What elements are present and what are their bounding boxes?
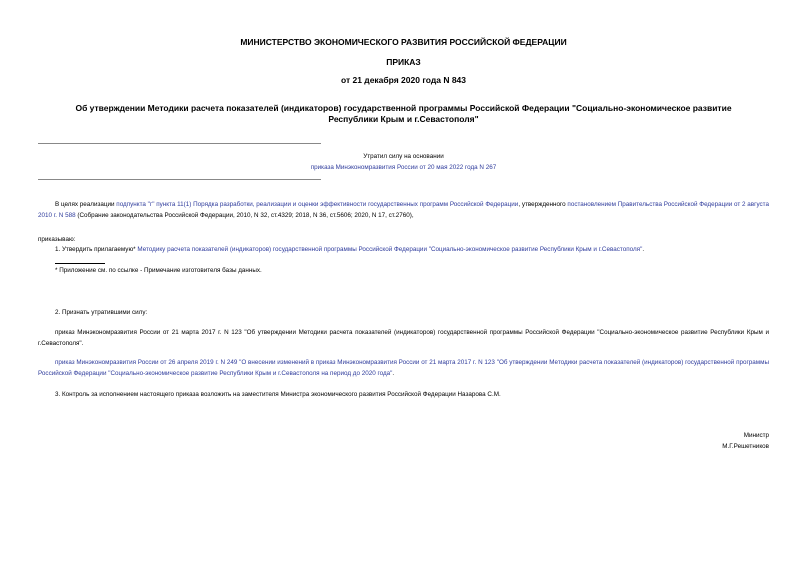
- document-title-line2: Республики Крым и г.Севастополя": [328, 114, 479, 124]
- status-link[interactable]: приказа Минэкономразвития России от 20 мая 2022 года N 267: [310, 164, 497, 171]
- repeal-2: [38, 357, 769, 379]
- repeal-1: приказ Минэкономразвития России от 21 марта 2017 г. N 123 "Об утверждении Методики расчета показателей (индикаторов) государственной программы Российской Федерации "Социально-экономическое развитие Республики Крым и г.Севастополя".: [38, 329, 769, 347]
- item-1-link[interactable]: Методику расчета показателей (индикаторов) государственной программы Российской Федерации "Социально-экономическое развитие Республики Крым и г.Севастополя": [137, 246, 643, 253]
- repeal-2-link[interactable]: приказ Минэкономразвития России от 26 апреля 2019 г. N 249 "О внесении изменений в приказ Минэкономразвития России от 21 марта 2017 г. N 123 "Об утверждении Методики расчета показателей (индикаторов) государственной программы Российской Федерации "Социально-экономическое развитие Республики Крым и г.Севастополя на период до 2020 года": [38, 359, 769, 377]
- signature-block: [722, 430, 769, 452]
- order-word: приказываю:: [38, 236, 76, 243]
- footnote: * Приложение см. по ссылке - Примечание изготовителя базы данных.: [55, 267, 262, 274]
- divider-top: [38, 143, 321, 144]
- item-1-prefix: 1. Утвердить прилагаемую*: [55, 246, 138, 253]
- preamble-text-2: , утвержденного: [518, 201, 568, 208]
- signature-position: Министр: [743, 432, 769, 439]
- document-title-line1: Об утверждении Методики расчета показателей (индикаторов) государственной программы Российской Федерации "Социально-экономическое развитие: [75, 103, 732, 113]
- item-3: 3. Контроль за исполнением настоящего приказа возложить на заместителя Министра экономического развития Российской Федерации Назарова С.М.: [55, 391, 501, 398]
- item-1: [55, 244, 769, 255]
- document-title: [0, 103, 807, 125]
- doc-type-heading: ПРИКАЗ: [386, 57, 421, 67]
- ministry-heading: МИНИСТЕРСТВО ЭКОНОМИЧЕСКОГО РАЗВИТИЯ РОССИЙСКОЙ ФЕДЕРАЦИИ: [240, 37, 567, 47]
- item-2: 2. Признать утратившими силу:: [55, 309, 148, 316]
- preamble-paragraph: [38, 199, 769, 221]
- preamble-link-1[interactable]: подпункта "г" пункта 11(1) Порядка разработки, реализации и оценки эффективности государственных программ Российской Федерации: [116, 201, 519, 208]
- preamble-link-2[interactable]: постановлением Правительства Российской Федерации от 2 августа 2010 г. N 588: [38, 201, 769, 219]
- date-number-heading: от 21 декабря 2020 года N 843: [340, 75, 467, 85]
- item-1-suffix: .: [642, 246, 645, 253]
- footnote-rule: [55, 263, 105, 264]
- divider-bottom: [38, 179, 321, 180]
- status-line1: Утратил силу на основании: [363, 153, 444, 160]
- repeal-2-suffix: .: [392, 370, 395, 377]
- signature-name: М.Г.Решетников: [722, 443, 769, 450]
- preamble-text-1: В целях реализации: [55, 201, 117, 208]
- status-note: [38, 151, 769, 173]
- preamble-text-3: (Собрание законодательства Российской Федерации, 2010, N 32, ст.4329; 2018, N 36, ст.5606; 2020, N 17, ст.2760),: [75, 212, 414, 219]
